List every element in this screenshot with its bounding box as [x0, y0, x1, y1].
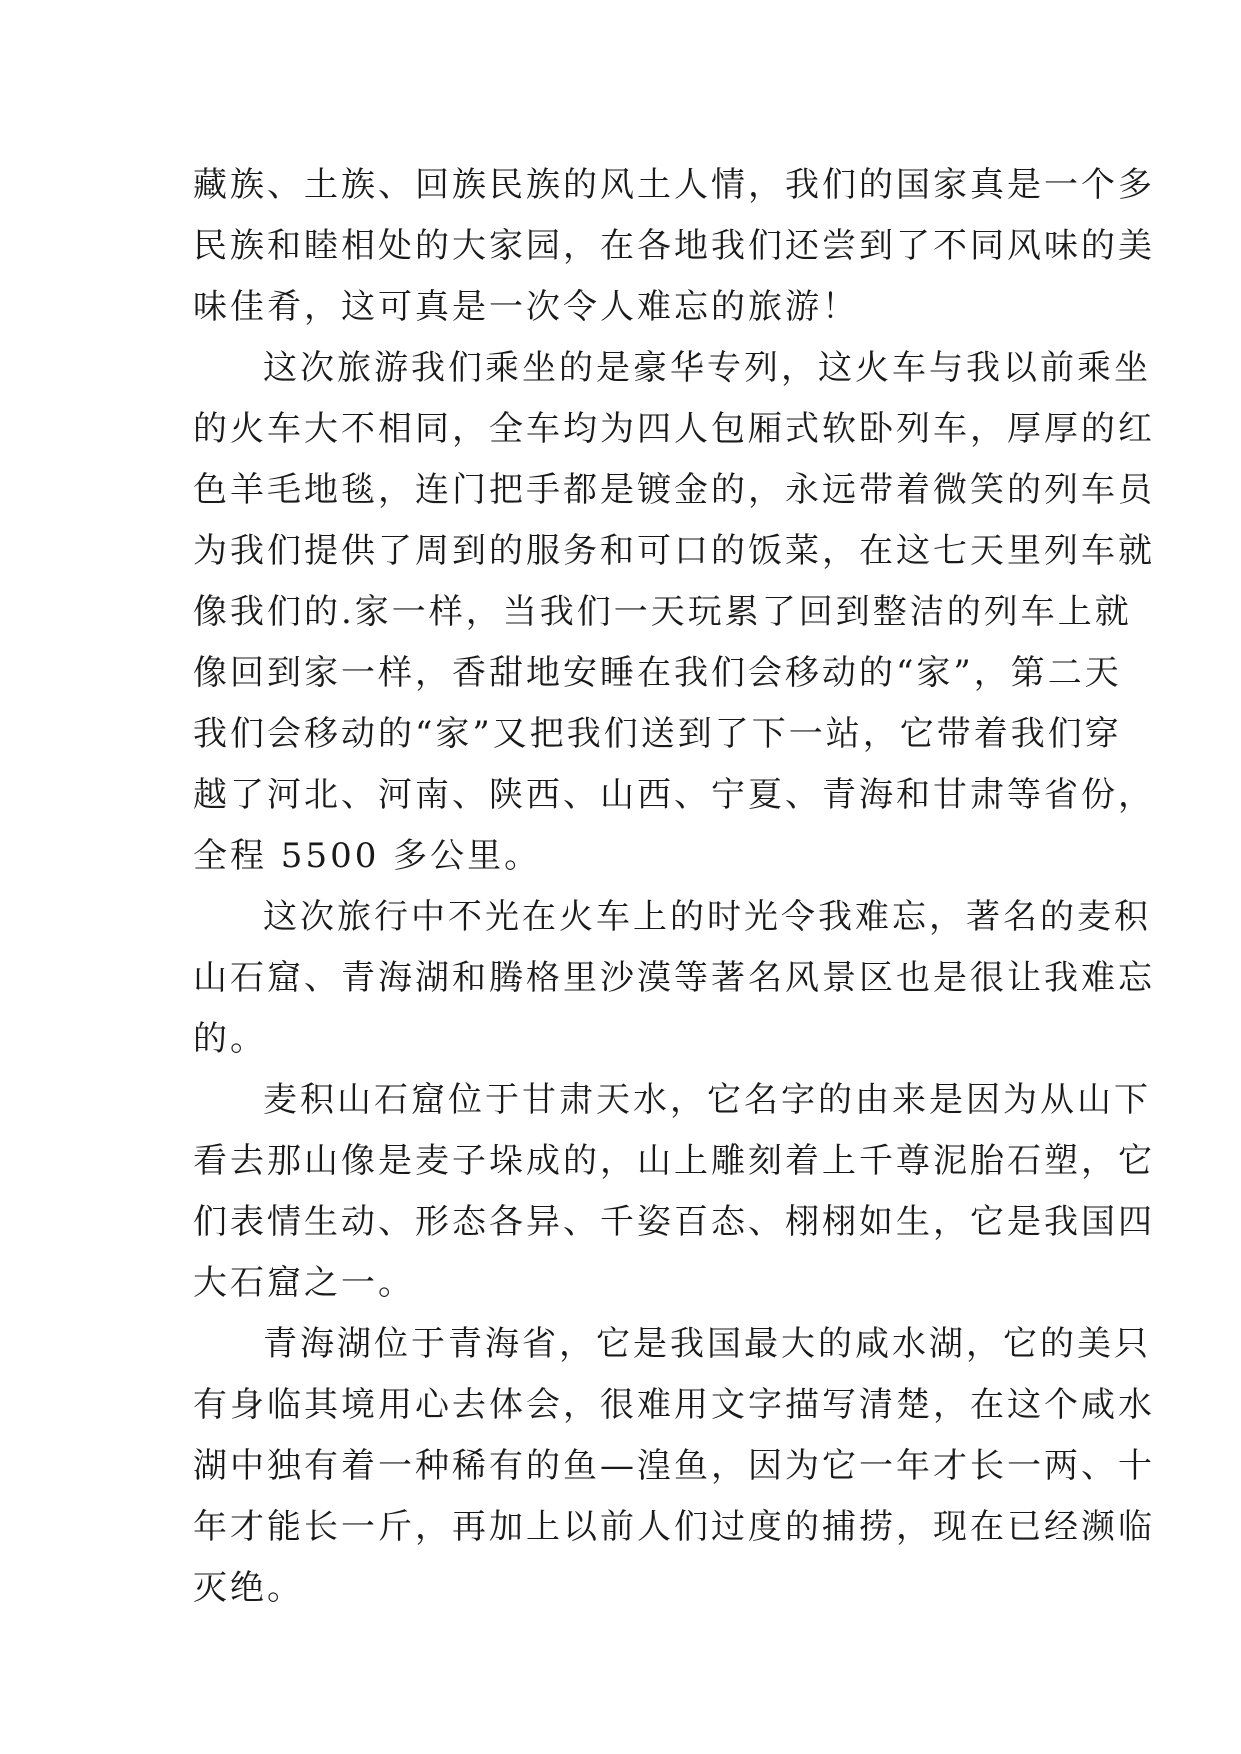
text-line: 色羊毛地毯，连门把手都是镀金的，永远带着微笑的列车员 [193, 470, 1155, 510]
text-line: 青海湖位于青海省，它是我国最大的咸水湖，它的美只 [263, 1324, 1151, 1364]
paragraph-5 [193, 1314, 1155, 1619]
text-line: 这次旅游我们乘坐的是豪华专列，这火车与我以前乘坐 [263, 348, 1151, 388]
text-line: 民族和睦相处的大家园，在各地我们还尝到了不同风味的美 [193, 226, 1155, 266]
text-line: 像我们的.家一样，当我们一天玩累了回到整洁的列车上就 [193, 592, 1132, 632]
paragraph-4 [193, 1070, 1155, 1314]
paragraph-2 [193, 338, 1155, 887]
text-line: 们表情生动、形态各异、千姿百态、栩栩如生，它是我国四 [193, 1202, 1155, 1242]
text-line: 看去那山像是麦子垛成的，山上雕刻着上千尊泥胎石塑，它 [193, 1141, 1155, 1181]
document-body [193, 155, 1155, 1619]
paragraph-1 [193, 155, 1155, 338]
text-line: 为我们提供了周到的服务和可口的饭菜，在这七天里列车就 [193, 531, 1155, 571]
text-line: 山石窟、青海湖和腾格里沙漠等著名风景区也是很让我难忘 [193, 958, 1155, 998]
text-line: 的火车大不相同，全车均为四人包厢式软卧列车，厚厚的红 [193, 409, 1155, 449]
text-line: 味佳肴，这可真是一次令人难忘的旅游！ [193, 287, 859, 327]
paragraph-3 [193, 887, 1155, 1070]
text-line: 这次旅行中不光在火车上的时光令我难忘，著名的麦积 [263, 897, 1151, 937]
text-line: 越了河北、河南、陕西、山西、宁夏、青海和甘肃等省份， [193, 775, 1155, 815]
text-line: 有身临其境用心去体会，很难用文字描写清楚，在这个咸水 [193, 1385, 1155, 1425]
text-line: 全程 5500 多公里。 [193, 836, 542, 876]
text-line: 我们会移动的“家”又把我们送到了下一站，它带着我们穿 [193, 714, 1122, 754]
text-line: 的。 [193, 1019, 267, 1059]
text-line: 灭绝。 [193, 1568, 304, 1608]
text-line: 像回到家一样，香甜地安睡在我们会移动的“家”，第二天 [193, 653, 1122, 693]
text-line: 大石窟之一。 [193, 1263, 415, 1303]
text-line: 年才能长一斤，再加上以前人们过度的捕捞，现在已经濒临 [193, 1507, 1155, 1547]
text-line: 藏族、土族、回族民族的风土人情，我们的国家真是一个多 [193, 165, 1155, 205]
text-line: 湖中独有着一种稀有的鱼—湟鱼，因为它一年才长一两、十 [193, 1446, 1155, 1486]
text-line: 麦积山石窟位于甘肃天水，它名字的由来是因为从山下 [263, 1080, 1151, 1120]
